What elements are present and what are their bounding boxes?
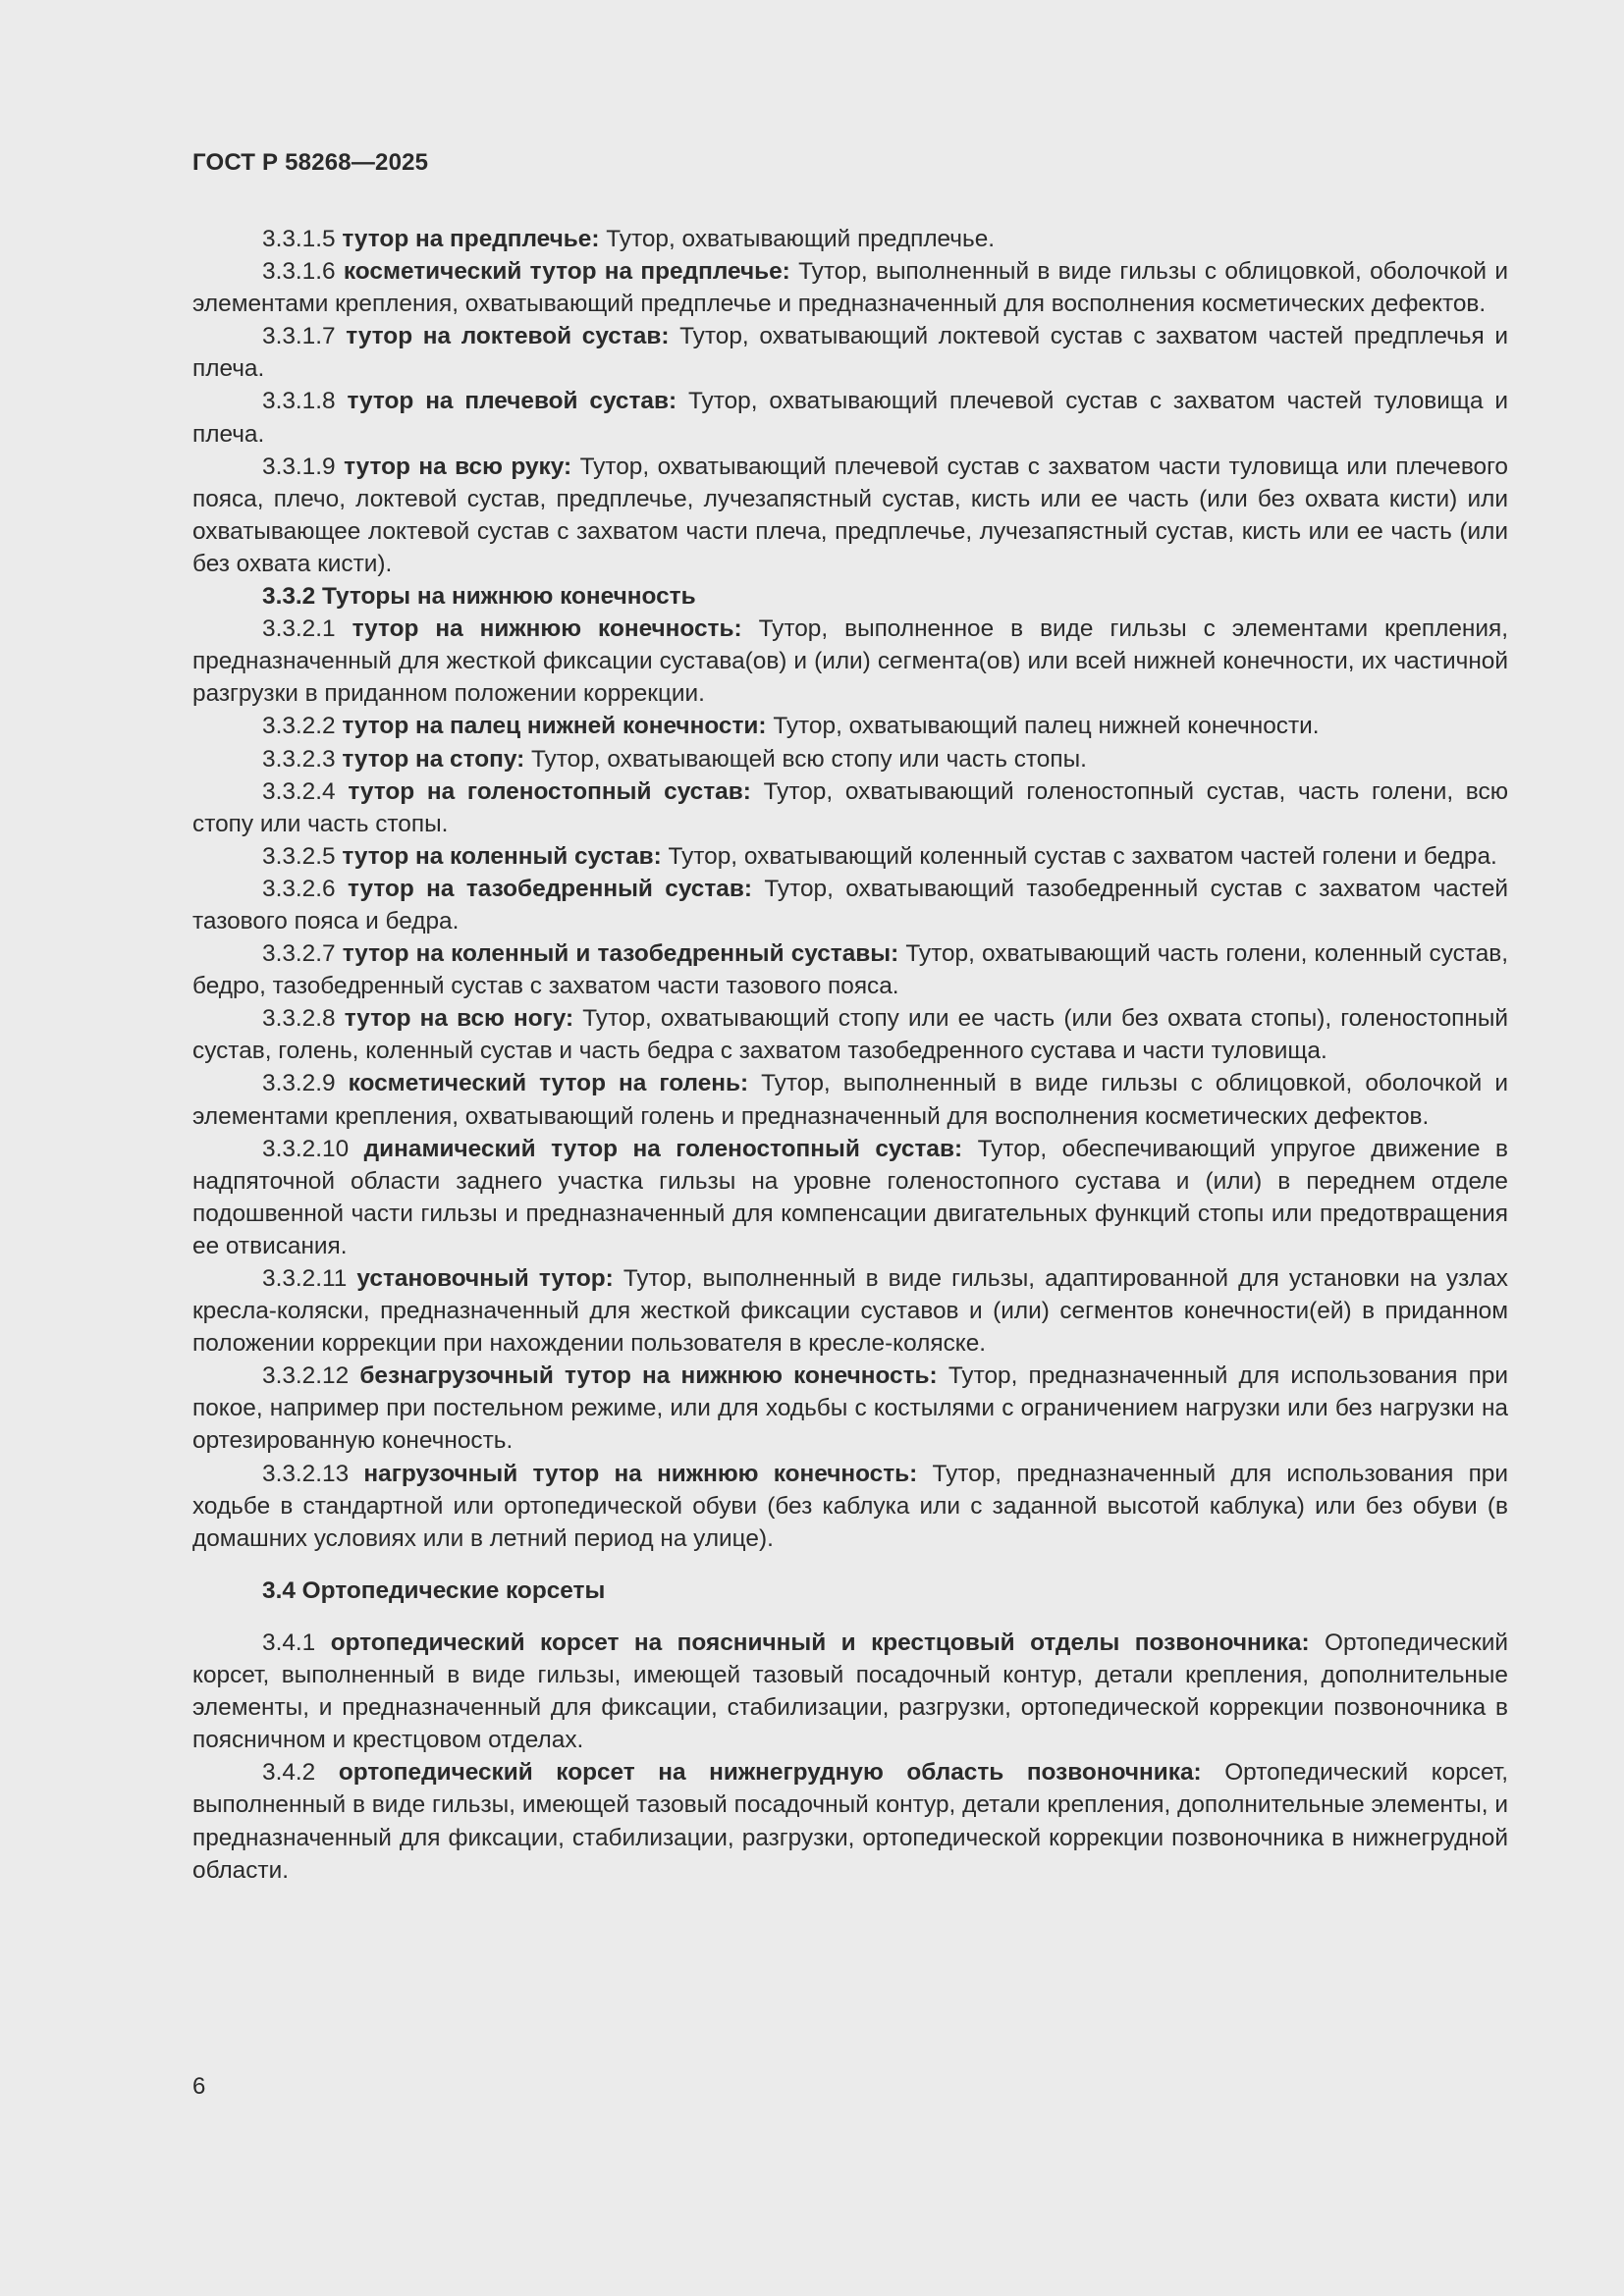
- definition-text: Тутор, выполненный в виде гильзы с облицовкой, оболочкой и элементами крепления, охватывающий голень и предназначенный для восполнения косметических дефектов.: [192, 1070, 1508, 1130]
- definition-text: Тутор, выполненный в виде гильзы с облицовкой, оболочкой и элементами крепления, охватывающий предплечье и предназначенный для восполнения косметических дефектов.: [192, 258, 1508, 318]
- clause-number: 3.3.2.13: [262, 1460, 350, 1487]
- defined-term: ортопедический корсет на нижнегрудную область позвоночника:: [338, 1759, 1202, 1787]
- definition-text: Тутор, охватывающий тазобедренный сустав с захватом частей тазового пояса и бедра.: [192, 875, 1509, 934]
- definition-paragraph: [192, 320, 1508, 385]
- section-heading: 3.4 Ортопедические корсеты: [262, 1576, 606, 1604]
- clause-number: 3.3.2.12: [262, 1362, 350, 1390]
- definition-text: Тутор, охватывающий плечевой сустав с захватом частей туловища и плеча.: [192, 388, 1509, 448]
- definition-text: Тутор, охватывающий палец нижней конечности.: [773, 713, 1320, 740]
- defined-term: тутор на локтевой сустав:: [346, 323, 670, 350]
- defined-term: тутор на предплечье:: [342, 226, 600, 252]
- definition-text: Тутор, выполненное в виде гильзы с элементами крепления, предназначенный для жесткой фиксации сустава(ов) и (или) сегмента(ов) или всей нижней конечности, их частичной разгрузки в приданном положении коррекции.: [192, 615, 1508, 708]
- definition-paragraph: [192, 385, 1508, 450]
- clause-number: 3.3.2.8: [262, 1005, 336, 1033]
- definition-text: Тутор, выполненный в виде гильзы, адаптированной для установки на узлах кресла-коляски, предназначенный для жесткой фиксации суставов и (или) сегментов конечности(ей) в приданном положении коррекции при нахождении пользователя в кресле-коляске.: [192, 1265, 1508, 1358]
- definition-text: Тутор, охватывающий часть голени, коленный сустав, бедро, тазобедренный сустав с захватом части тазового пояса.: [192, 940, 1509, 1000]
- definition-paragraph: [192, 710, 1508, 742]
- definition-text: Ортопедический корсет, выполненный в виде гильзы, имеющей тазовый посадочный контур, детали крепления, дополнительные элементы, и предназначенный для фиксации, стабилизации, разгрузки, ортопедической коррекции позвоночника в нижнегрудной области.: [192, 1759, 1508, 1884]
- clause-number: 3.3.2.9: [262, 1070, 336, 1097]
- definition-text: Тутор, предназначенный для использования при ходьбе в стандартной или ортопедической обуви (без каблука или с заданной высотой каблука) или без обуви (в домашних условиях или в летний период на улице).: [192, 1460, 1508, 1552]
- definition-paragraph: [192, 937, 1508, 1002]
- definition-paragraph: [192, 743, 1508, 775]
- definition-paragraph: [192, 840, 1508, 873]
- definition-text: Ортопедический корсет, выполненный в виде гильзы, имеющей тазовый посадочный контур, детали крепления, дополнительные элементы, и предназначенный для фиксации, стабилизации, разгрузки, ортопедической коррекции позвоночника в поясничном и крестцовом отделах.: [192, 1629, 1508, 1754]
- clause-number: 3.3.2.10: [262, 1135, 350, 1162]
- definition-text: Тутор, обеспечивающий упругое движение в надпяточной области заднего участка гильзы на уровне голеностопного сустава и (или) в переднем отделе подошвенной части гильзы и предназначенный для компенсации двигательных функций стопы или предотвращения ее отвисания.: [192, 1135, 1509, 1259]
- definition-paragraph: [192, 1262, 1508, 1360]
- definition-text: Тутор, охватывающий коленный сустав с захватом частей голени и бедра.: [668, 842, 1497, 870]
- definition-paragraph: [192, 1458, 1508, 1555]
- definition-paragraph: [192, 1067, 1508, 1132]
- definition-paragraph: [192, 1360, 1508, 1457]
- defined-term: косметический тутор на предплечье:: [343, 258, 790, 286]
- defined-term: тутор на палец нижней конечности:: [342, 713, 767, 740]
- definition-paragraph: [192, 1756, 1508, 1886]
- defined-term: тутор на плечевой сустав:: [347, 388, 677, 415]
- defined-term: тутор на всю руку:: [344, 453, 572, 480]
- defined-term: нагрузочный тутор на нижнюю конечность:: [363, 1460, 918, 1487]
- clause-number: 3.3.2.11: [262, 1265, 348, 1292]
- clause-number: 3.3.1.5: [262, 226, 336, 252]
- clause-number: 3.3.1.7: [262, 323, 336, 350]
- clause-number: 3.3.2.7: [262, 940, 336, 968]
- clause-number: 3.3.1.8: [262, 388, 336, 415]
- clause-number: 3.3.2.2: [262, 713, 336, 740]
- defined-term: тутор на стопу:: [342, 745, 525, 773]
- defined-term: тутор на коленный сустав:: [342, 842, 662, 870]
- page-number: 6: [192, 2073, 206, 2100]
- clause-number: 3.3.2.6: [262, 875, 336, 902]
- definition-paragraph: [192, 613, 1508, 710]
- definition-paragraph: [192, 223, 1508, 255]
- clause-number: 3.3.1.6: [262, 258, 336, 286]
- defined-term: косметический тутор на голень:: [348, 1070, 749, 1097]
- definition-text: Тутор, охватывающий стопу или ее часть (или без охвата стопы), голеностопный сустав, голень, коленный сустав и часть бедра с захватом тазобедренного сустава и части туловища.: [192, 1005, 1508, 1065]
- definition-paragraph: [192, 1002, 1508, 1067]
- defined-term: тутор на коленный и тазобедренный суставы:: [342, 940, 899, 968]
- definition-text: Тутор, охватывающий плечевой сустав с захватом части туловища или плечевого пояса, плечо, локтевой сустав, предплечье, лучезапястный сустав, кисть или ее часть (или без охвата кисти) или охватывающее локтевой сустав с захватом части плеча, предплечье, лучезапястный сустав, кисть или ее часть (или без охвата кисти).: [192, 453, 1508, 577]
- definition-paragraph: [192, 451, 1508, 580]
- defined-term: тутор на голеностопный сустав:: [348, 777, 751, 805]
- defined-term: динамический тутор на голеностопный сустав:: [363, 1135, 963, 1162]
- clause-number: 3.3.2.4: [262, 777, 336, 805]
- definition-text: Тутор, охватывающий предплечье.: [606, 226, 996, 252]
- clause-number: 3.4.1: [262, 1629, 316, 1656]
- definition-text: Тутор, охватывающий голеностопный сустав, часть голени, всю стопу или часть стопы.: [192, 777, 1508, 837]
- defined-term: безнагрузочный тутор на нижнюю конечность:: [359, 1362, 938, 1390]
- definition-paragraph: [192, 775, 1508, 840]
- defined-term: тутор на нижнюю конечность:: [352, 615, 742, 643]
- defined-term: ортопедический корсет на поясничный и крестцовый отделы позвоночника:: [330, 1629, 1310, 1656]
- document-body: [192, 223, 1508, 1887]
- clause-number: 3.3.1.9: [262, 453, 336, 480]
- definition-paragraph: [192, 873, 1508, 937]
- defined-term: тутор на тазобедренный сустав:: [347, 875, 752, 902]
- defined-term: установочный тутор:: [356, 1265, 614, 1292]
- definition-paragraph: [192, 1627, 1508, 1756]
- section-heading: 3.3.2 Туторы на нижнюю конечность: [262, 583, 696, 611]
- defined-term: тутор на всю ногу:: [344, 1005, 574, 1033]
- definition-text: Тутор, охватывающей всю стопу или часть стопы.: [531, 745, 1087, 773]
- definition-text: Тутор, охватывающий локтевой сустав с захватом частей предплечья и плеча.: [192, 323, 1508, 383]
- clause-number: 3.3.2.1: [262, 615, 336, 643]
- definition-text: Тутор, предназначенный для использования при покое, например при постельном режиме, или для ходьбы с костылями с ограничением нагрузки или без нагрузки на ортезированную конечность.: [192, 1362, 1508, 1455]
- definition-paragraph: [192, 1133, 1508, 1262]
- document-header: ГОСТ Р 58268—2025: [192, 149, 429, 176]
- clause-number: 3.3.2.5: [262, 842, 336, 870]
- clause-number: 3.4.2: [262, 1759, 316, 1787]
- definition-paragraph: [192, 255, 1508, 320]
- clause-number: 3.3.2.3: [262, 745, 336, 773]
